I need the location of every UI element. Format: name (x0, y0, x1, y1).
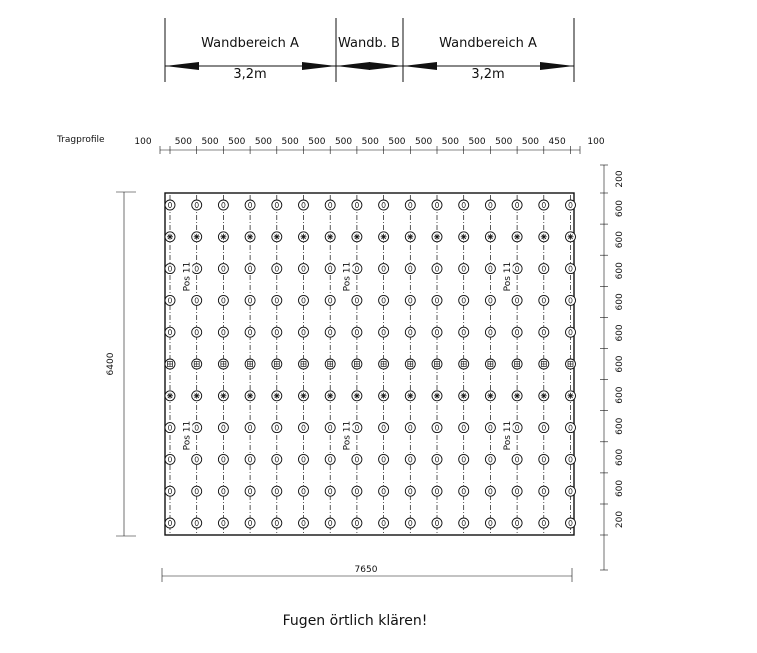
fastener-marker (272, 264, 282, 274)
fastener-marker (432, 391, 442, 401)
fastener-marker (165, 264, 175, 274)
profile-lines (170, 195, 571, 533)
fastener-marker (405, 264, 415, 274)
vertical-spacing: 600 (615, 324, 625, 342)
fastener-marker (165, 327, 175, 337)
fastener-marker (405, 454, 415, 464)
fastener-marker (405, 423, 415, 433)
fastener-marker (299, 518, 309, 528)
fastener-marker (218, 454, 228, 464)
fastener-marker (218, 359, 228, 369)
fastener-marker (245, 423, 255, 433)
fastener-marker (245, 295, 255, 305)
fastener-marker (245, 327, 255, 337)
fastener-marker (405, 232, 415, 242)
fastener-marker (352, 454, 362, 464)
fastener-marker (325, 264, 335, 274)
fastener-marker (432, 423, 442, 433)
fastener-marker (566, 486, 576, 496)
fastener-marker (299, 232, 309, 242)
fastener-marker (539, 359, 549, 369)
fastener-marker (352, 232, 362, 242)
fastener-marker (566, 327, 576, 337)
fastener-marker (566, 264, 576, 274)
fastener-marker (379, 200, 389, 210)
fastener-marker (485, 391, 495, 401)
tragprofile-spacing: 500 (281, 137, 299, 147)
fastener-marker (405, 518, 415, 528)
fastener-marker (485, 200, 495, 210)
position-label: Pos 11 (182, 420, 193, 451)
fastener-marker (566, 391, 576, 401)
fastener-marker (165, 200, 175, 210)
overall-height-dimension (116, 192, 136, 536)
fastener-marker (459, 391, 469, 401)
tragprofile-spacing: 100 (587, 137, 605, 147)
fastener-marker (352, 327, 362, 337)
overall-height-label: 6400 (106, 352, 116, 376)
fastener-marker (272, 327, 282, 337)
position-label: Pos 11 (342, 420, 353, 451)
fastener-marker (299, 391, 309, 401)
fastener-marker (352, 518, 362, 528)
tragprofile-spacing: 500 (334, 137, 353, 147)
fastener-marker (459, 232, 469, 242)
fastener-marker (192, 486, 202, 496)
fastener-marker (539, 391, 549, 401)
fastener-marker (485, 327, 495, 337)
vertical-spacing: 600 (615, 479, 625, 498)
fastener-marker (512, 327, 522, 337)
fastener-marker (218, 391, 228, 401)
fastener-marker (566, 423, 576, 433)
fastener-marker (539, 454, 549, 464)
fastener-marker (325, 391, 335, 401)
vertical-spacing: 200 (615, 170, 625, 188)
fastener-marker (165, 454, 175, 464)
fastener-marker (459, 359, 469, 369)
fastener-marker (405, 359, 415, 369)
vertical-spacing: 600 (615, 231, 625, 249)
tragprofile-spacing: 500 (361, 137, 379, 147)
fastener-marker (485, 232, 495, 242)
zone-a-left-label: Wandbereich A (201, 36, 299, 51)
vertical-spacing: 600 (615, 448, 625, 466)
vertical-spacing: 600 (615, 293, 625, 311)
fastener-marker (459, 200, 469, 210)
fastener-marker (325, 327, 335, 337)
fastener-marker (432, 295, 442, 305)
fastener-marker (245, 232, 255, 242)
position-label: Pos 11 (502, 261, 513, 292)
fastener-marker (379, 518, 389, 528)
fastener-marker (218, 200, 228, 210)
fastener-marker (512, 518, 522, 528)
fastener-marker (192, 454, 202, 464)
vertical-spacing: 600 (615, 417, 625, 435)
fastener-marker (245, 486, 255, 496)
fastener-marker (405, 391, 415, 401)
position-label: Pos 11 (502, 420, 513, 451)
fastener-marker (192, 264, 202, 274)
fastener-marker (192, 391, 202, 401)
fastener-marker (218, 232, 228, 242)
fastener-marker (218, 423, 228, 433)
fastener-marker (299, 454, 309, 464)
fastener-marker (379, 359, 389, 369)
fastener-marker (325, 359, 335, 369)
fastener-marker (512, 295, 522, 305)
tragprofile-spacing: 500 (201, 137, 219, 147)
fastener-marker (379, 327, 389, 337)
fastener-marker (405, 486, 415, 496)
fastener-marker (485, 423, 495, 433)
fastener-marker (432, 518, 442, 528)
fastener-marker (352, 391, 362, 401)
fastener-marker (165, 295, 175, 305)
fastener-marker (325, 518, 335, 528)
fastener-marker (539, 232, 549, 242)
fastener-marker (539, 295, 549, 305)
fastener-marker (325, 486, 335, 496)
zone-a-left-dimension: 3,2m (233, 67, 267, 82)
fastener-marker (272, 518, 282, 528)
vertical-spacing: 600 (615, 386, 625, 404)
fastener-marker (512, 423, 522, 433)
fastener-marker (379, 423, 389, 433)
fastener-marker (352, 200, 362, 210)
fastener-marker (459, 423, 469, 433)
fastener-marker (218, 295, 228, 305)
fastener-marker (325, 454, 335, 464)
vertical-spacing: 200 (615, 510, 625, 529)
fastener-marker (299, 264, 309, 274)
fastener-marker (299, 295, 309, 305)
fastener-marker (245, 359, 255, 369)
fastener-marker (485, 486, 495, 496)
fastener-marker (512, 200, 522, 210)
fastener-marker (325, 295, 335, 305)
fastener-marker (566, 295, 576, 305)
tragprofile-spacing-labels (134, 137, 604, 147)
fastener-marker (218, 327, 228, 337)
fastener-marker (165, 518, 175, 528)
fastener-marker (512, 391, 522, 401)
fastener-marker (192, 423, 202, 433)
overall-width-label: 7650 (354, 565, 378, 575)
fastener-marker (165, 359, 175, 369)
fastener-marker (245, 200, 255, 210)
fastener-marker (379, 391, 389, 401)
fastener-marker (165, 391, 175, 401)
fastener-marker (432, 359, 442, 369)
fastener-marker (566, 359, 576, 369)
fastener-marker (192, 200, 202, 210)
fastener-marker (379, 264, 389, 274)
fastener-marker (432, 486, 442, 496)
tragprofile-spacing: 500 (415, 137, 433, 147)
fastener-marker (512, 359, 522, 369)
fastener-marker (352, 423, 362, 433)
fastener-marker (405, 295, 415, 305)
fastener-marker (192, 295, 202, 305)
fastener-marker (432, 264, 442, 274)
tragprofile-spacing: 450 (548, 137, 566, 147)
tragprofile-spacing: 500 (174, 137, 192, 147)
zone-a-right-label: Wandbereich A (439, 36, 537, 51)
fastener-marker (379, 454, 389, 464)
fastener-marker (325, 200, 335, 210)
fastener-grid (165, 200, 576, 528)
fastener-marker (512, 264, 522, 274)
fastener-marker (485, 454, 495, 464)
fastener-marker (512, 486, 522, 496)
fastener-marker (539, 327, 549, 337)
tragprofile-spacing: 500 (388, 137, 406, 147)
fastener-marker (192, 359, 202, 369)
fastener-marker (539, 423, 549, 433)
fastener-marker (432, 232, 442, 242)
fastener-marker (245, 518, 255, 528)
fastener-marker (432, 454, 442, 464)
fastener-marker (299, 423, 309, 433)
fastener-marker (272, 200, 282, 210)
fastener-marker (218, 518, 228, 528)
fastener-marker (245, 454, 255, 464)
fastener-marker (165, 486, 175, 496)
fastener-marker (245, 264, 255, 274)
fastener-marker (352, 264, 362, 274)
fastener-marker (459, 454, 469, 464)
fastener-marker (459, 486, 469, 496)
fastener-marker (539, 200, 549, 210)
fastener-marker (566, 232, 576, 242)
tragprofile-spacing: 500 (468, 137, 486, 147)
fastener-marker (272, 232, 282, 242)
fastener-marker (379, 295, 389, 305)
fastener-marker (459, 295, 469, 305)
tragprofile-label: Tragprofile (57, 135, 105, 145)
fastener-marker (459, 264, 469, 274)
fastener-marker (432, 200, 442, 210)
fastener-marker (379, 486, 389, 496)
fastener-marker (192, 327, 202, 337)
fastener-marker (512, 232, 522, 242)
fastener-marker (485, 518, 495, 528)
fastener-marker (352, 486, 362, 496)
fastener-marker (299, 327, 309, 337)
tragprofile-spacing: 500 (521, 137, 540, 147)
fastener-marker (485, 264, 495, 274)
fastener-marker (192, 518, 202, 528)
tragprofile-spacing: 500 (254, 137, 273, 147)
fastener-marker (272, 423, 282, 433)
fastener-marker (512, 454, 522, 464)
fastener-marker (379, 232, 389, 242)
fastener-marker (352, 295, 362, 305)
fastener-marker (566, 454, 576, 464)
fastener-marker (325, 232, 335, 242)
tragprofile-spacing: 500 (441, 137, 459, 147)
fastener-marker (459, 518, 469, 528)
fastener-marker (272, 295, 282, 305)
fastener-marker (352, 359, 362, 369)
tragprofile-spacing: 500 (308, 137, 326, 147)
fastener-marker (485, 295, 495, 305)
fastener-marker (432, 327, 442, 337)
fastener-marker (272, 391, 282, 401)
tragprofile-spacing: 500 (228, 137, 246, 147)
fastener-marker (299, 200, 309, 210)
zone-a-right-dimension: 3,2m (471, 67, 505, 82)
vertical-spacing: 600 (615, 199, 625, 218)
fastener-marker (459, 327, 469, 337)
fastener-marker (539, 518, 549, 528)
fastener-marker (405, 327, 415, 337)
fastener-marker (539, 486, 549, 496)
vertical-spacing: 600 (615, 355, 625, 373)
fastener-marker (485, 359, 495, 369)
position-label: Pos 11 (182, 261, 193, 292)
vertical-spacing: 600 (615, 262, 625, 280)
fastener-marker (405, 200, 415, 210)
fastener-marker (165, 232, 175, 242)
fastener-marker (566, 518, 576, 528)
fastener-marker (245, 391, 255, 401)
fastener-marker (218, 486, 228, 496)
fastener-marker (272, 486, 282, 496)
footer-note: Fugen örtlich klären! (282, 613, 428, 629)
fastener-marker (272, 359, 282, 369)
tragprofile-spacing: 500 (495, 137, 513, 147)
fastener-marker (272, 454, 282, 464)
fastener-marker (192, 232, 202, 242)
fastener-marker (299, 486, 309, 496)
fastener-marker (325, 423, 335, 433)
position-label: Pos 11 (342, 261, 353, 292)
fastener-marker (566, 200, 576, 210)
fastener-marker (165, 423, 175, 433)
fastener-marker (299, 359, 309, 369)
tragprofile-spacing: 100 (134, 137, 152, 147)
zone-b-label: Wandb. B (338, 36, 400, 51)
fastener-marker (218, 264, 228, 274)
fastener-marker (539, 264, 549, 274)
